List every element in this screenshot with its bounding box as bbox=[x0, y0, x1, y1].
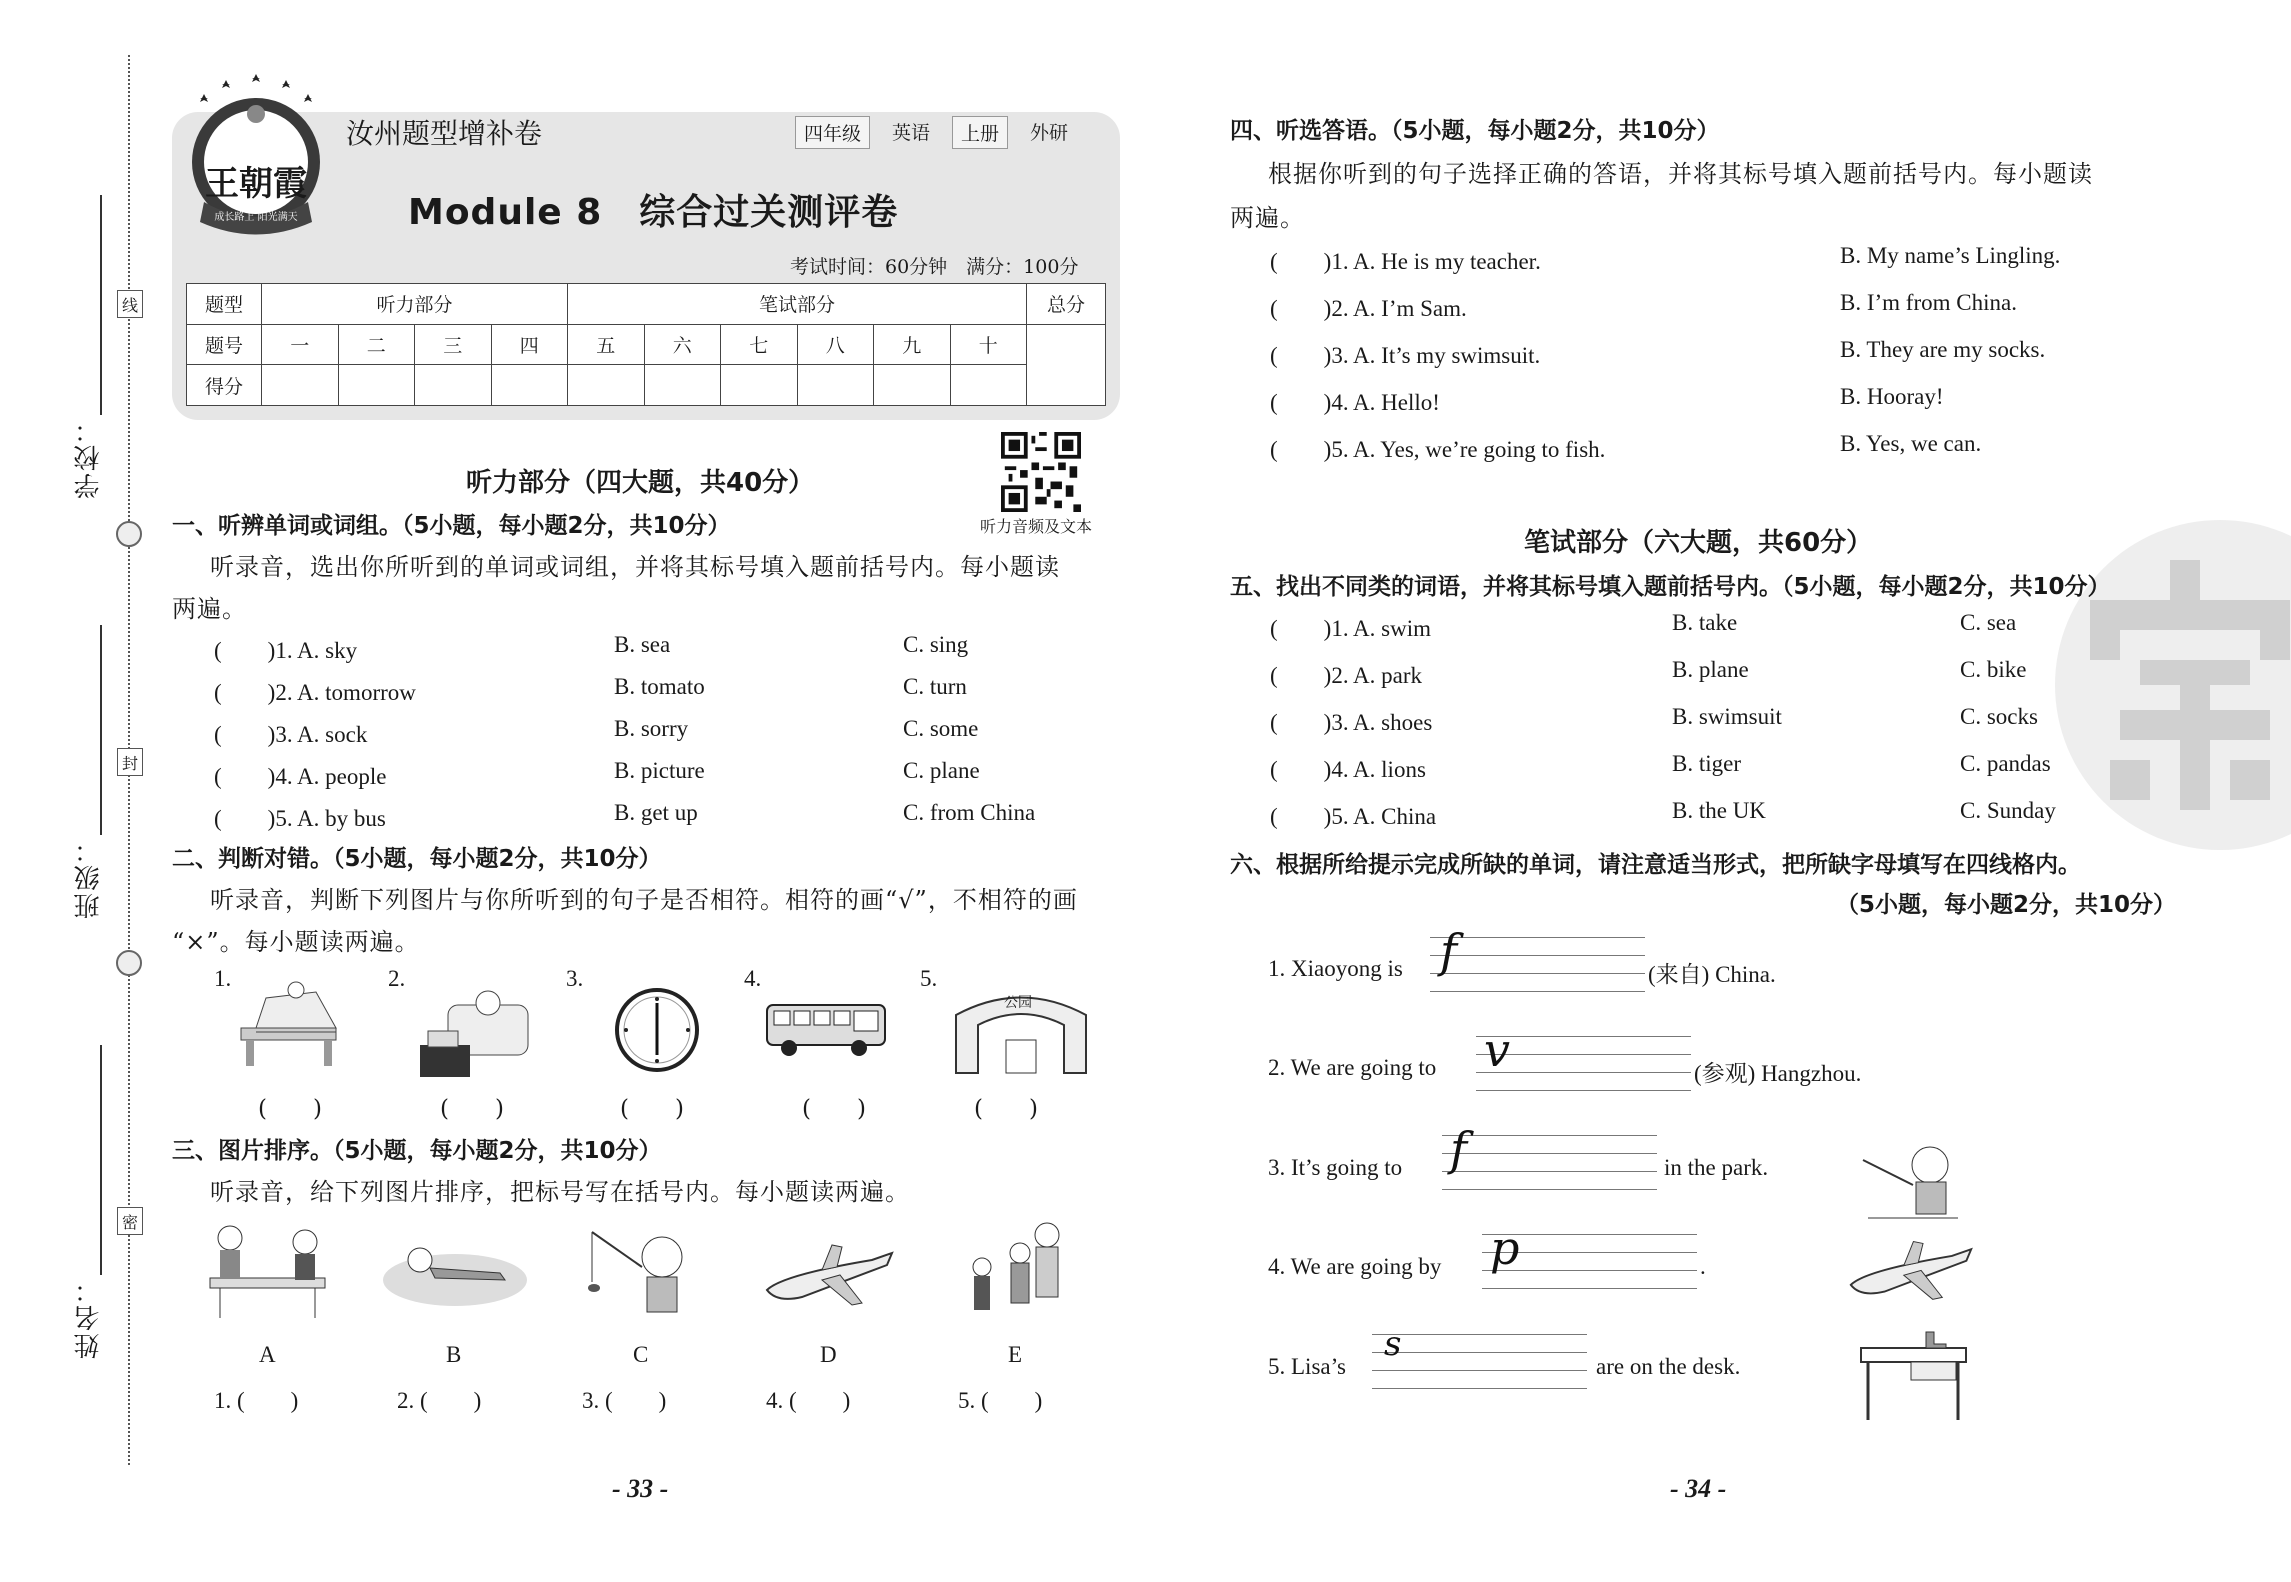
q1-item-b: B. sorry bbox=[614, 716, 689, 741]
school-label: 学校： bbox=[74, 415, 104, 499]
q5-item-a: ( )2. A. park bbox=[1270, 663, 1423, 688]
q2-answer-paren[interactable]: ( ) bbox=[974, 1096, 1038, 1122]
q2-answer-paren[interactable]: ( ) bbox=[440, 1096, 504, 1122]
q4-item-a: ( )3. A. It’s my swimsuit. bbox=[1270, 343, 1541, 368]
q6-item-prefix: 4. We are going by bbox=[1268, 1254, 1442, 1279]
score-num: 一 bbox=[262, 324, 339, 365]
q5-item-a: ( )3. A. shoes bbox=[1270, 710, 1433, 735]
series-title: 汝州题型增补卷 bbox=[346, 117, 543, 150]
score-num: 六 bbox=[644, 324, 721, 365]
q6-given-letter: s bbox=[1384, 1324, 1402, 1364]
q4-item-b: B. My name’s Lingling. bbox=[1840, 243, 2061, 268]
watermark-glyph-icon bbox=[2080, 560, 2291, 810]
four-line-grid[interactable] bbox=[1430, 937, 1645, 997]
q4-title: 四、听选答语。（5小题，每小题2分，共10分） bbox=[1230, 118, 1720, 144]
class-label: 班级： bbox=[74, 835, 104, 919]
q2-num: 1. bbox=[214, 966, 232, 991]
q4-instruction-cont: 两遍。 bbox=[1230, 204, 1305, 232]
total-score-cell[interactable] bbox=[1027, 324, 1106, 405]
q6-item-suffix: (参观) Hangzhou. bbox=[1694, 1061, 1862, 1086]
q5-item-c: C. socks bbox=[1960, 704, 2038, 729]
score-cell[interactable] bbox=[874, 365, 951, 406]
sofa-picture-icon bbox=[418, 975, 533, 1080]
q2-num: 2. bbox=[388, 966, 406, 991]
q6-given-letter: f bbox=[1440, 924, 1458, 978]
bus-picture-icon bbox=[764, 1000, 889, 1060]
q2-title: 二、判断对错。（5小题，每小题2分，共10分） bbox=[172, 846, 662, 872]
q2-answer-paren[interactable]: ( ) bbox=[802, 1096, 866, 1122]
score-table bbox=[186, 283, 1106, 406]
q5-item-c: C. pandas bbox=[1960, 751, 2051, 776]
q4-item-b: B. I’m from China. bbox=[1840, 290, 2017, 315]
piano-picture-icon bbox=[236, 980, 346, 1070]
four-line-grid[interactable] bbox=[1372, 1334, 1587, 1394]
q5-item-c: C. bike bbox=[1960, 657, 2027, 682]
seal-bottom-box: 密 bbox=[117, 1207, 143, 1235]
q6-item-suffix: . bbox=[1700, 1254, 1706, 1279]
class-line bbox=[100, 625, 102, 835]
q3-letter: B bbox=[446, 1342, 462, 1367]
score-cell[interactable] bbox=[415, 365, 492, 406]
q4-item-a: ( )4. A. Hello! bbox=[1270, 390, 1440, 415]
score-num: 十 bbox=[950, 324, 1027, 365]
q6-item-prefix: 3. It’s going to bbox=[1268, 1155, 1403, 1180]
binding-ring-icon bbox=[116, 521, 142, 547]
fishing-cat-picture-icon bbox=[582, 1222, 702, 1327]
q5-item-b: B. swimsuit bbox=[1672, 704, 1782, 729]
q1-item-b: B. get up bbox=[614, 800, 698, 825]
q3-answer[interactable]: 2. ( ) bbox=[397, 1388, 482, 1413]
q2-instruction: 听录音，判断下列图片与你所听到的句子是否相符。相符的画“√”，不相符的画 bbox=[210, 886, 1078, 914]
q5-item-b: B. take bbox=[1672, 610, 1738, 635]
score-num: 二 bbox=[338, 324, 415, 365]
q5-item-c: C. sea bbox=[1960, 610, 2017, 635]
airplane-picture-icon bbox=[762, 1235, 897, 1310]
q1-item-c: C. plane bbox=[903, 758, 980, 783]
listening-heading: 听力部分（四大题，共40分） bbox=[466, 468, 815, 498]
q5-item-a: ( )4. A. lions bbox=[1270, 757, 1426, 782]
q2-num: 4. bbox=[744, 966, 762, 991]
q4-instruction: 根据你听到的句子选择正确的答语，并将其标号填入题前括号内。每小题读 bbox=[1268, 160, 2093, 188]
q6-score: （5小题，每小题2分，共10分） bbox=[1836, 892, 2177, 918]
airplane-picture-icon bbox=[1846, 1228, 1976, 1308]
qr-caption: 听力音频及文本 bbox=[980, 517, 1093, 536]
score-cell[interactable] bbox=[721, 365, 798, 406]
q1-item-c: C. some bbox=[903, 716, 979, 741]
q6-item-prefix: 2. We are going to bbox=[1268, 1055, 1437, 1080]
q6-given-letter: v bbox=[1484, 1023, 1510, 1077]
q1-item-a: ( )2. A. tomorrow bbox=[214, 680, 416, 705]
score-cell[interactable] bbox=[491, 365, 568, 406]
q3-letter: A bbox=[259, 1342, 276, 1367]
q6-item-prefix: 1. Xiaoyong is bbox=[1268, 956, 1403, 981]
q1-item-c: C. turn bbox=[903, 674, 967, 699]
score-num: 四 bbox=[491, 324, 568, 365]
q3-letter: E bbox=[1008, 1342, 1023, 1367]
score-cell[interactable] bbox=[262, 365, 339, 406]
exam-info: 考试时间：60分钟 满分：100分 bbox=[790, 256, 1079, 278]
q1-item-a: ( )1. A. sky bbox=[214, 638, 358, 663]
q5-item-c: C. Sunday bbox=[1960, 798, 2056, 823]
volume-tag: 上册 bbox=[952, 116, 1008, 149]
q6-item-prefix: 5. Lisa’s bbox=[1268, 1354, 1346, 1379]
q1-item-c: C. from China bbox=[903, 800, 1036, 825]
score-cell[interactable] bbox=[950, 365, 1027, 406]
q1-instruction: 听录音，选出你所听到的单词或词组，并将其标号填入题前括号内。每小题读 bbox=[210, 553, 1060, 581]
clock-picture-icon bbox=[612, 985, 702, 1075]
ping-pong-picture-icon bbox=[200, 1218, 335, 1323]
grade-tag: 四年级 bbox=[795, 116, 870, 149]
q3-answer[interactable]: 5. ( ) bbox=[958, 1388, 1043, 1413]
q1-item-a: ( )5. A. by bus bbox=[214, 806, 386, 831]
q1-instruction-cont: 两遍。 bbox=[172, 595, 247, 623]
q6-item-suffix: (来自) China. bbox=[1648, 962, 1776, 987]
score-num: 九 bbox=[874, 324, 951, 365]
score-head-num: 题号 bbox=[187, 324, 262, 365]
name-label: 姓名： bbox=[74, 1275, 104, 1359]
q3-letter: C bbox=[633, 1342, 649, 1367]
q2-num: 3. bbox=[566, 966, 584, 991]
q1-item-a: ( )3. A. sock bbox=[214, 722, 368, 747]
q5-item-b: B. the UK bbox=[1672, 798, 1766, 823]
q5-title: 五、找出不同类的词语，并将其标号填入题前括号内。（5小题，每小题2分，共10分） bbox=[1230, 574, 2111, 600]
qr-code-icon[interactable] bbox=[1001, 432, 1081, 512]
score-head-total: 总分 bbox=[1027, 284, 1106, 325]
q1-item-a: ( )4. A. people bbox=[214, 764, 387, 789]
q3-letter: D bbox=[820, 1342, 837, 1367]
score-head-listening: 听力部分 bbox=[262, 284, 568, 325]
q1-item-b: B. tomato bbox=[614, 674, 705, 699]
family-picture-icon bbox=[962, 1215, 1072, 1330]
q3-title: 三、图片排序。（5小题，每小题2分，共10分） bbox=[172, 1138, 662, 1164]
score-cell[interactable] bbox=[644, 365, 721, 406]
q3-answer[interactable]: 4. ( ) bbox=[766, 1388, 851, 1413]
binding-ring-icon bbox=[116, 950, 142, 976]
seal-mid-box: 封 bbox=[117, 748, 143, 776]
q5-item-a: ( )1. A. swim bbox=[1270, 616, 1431, 641]
q3-answer[interactable]: 3. ( ) bbox=[582, 1388, 667, 1413]
page-number-right: - 34 - bbox=[1670, 1474, 1727, 1503]
q3-answer[interactable]: 1. ( ) bbox=[214, 1388, 299, 1413]
logo-banner: 成长路上 阳光满天 bbox=[214, 212, 298, 223]
written-heading: 笔试部分（六大题，共60分） bbox=[1524, 528, 1873, 558]
q4-item-a: ( )5. A. Yes, we’re going to fish. bbox=[1270, 437, 1606, 462]
q3-instruction: 听录音，给下列图片排序，把标号写在括号内。每小题读两遍。 bbox=[210, 1178, 910, 1206]
q1-item-c: C. sing bbox=[903, 632, 969, 657]
q5-item-b: B. plane bbox=[1672, 657, 1749, 682]
q6-given-letter: p bbox=[1490, 1221, 1520, 1275]
page-title: Module 8 综合过关测评卷 bbox=[408, 192, 899, 233]
q4-item-b: B. They are my socks. bbox=[1840, 337, 2046, 362]
desk-with-socks-picture-icon bbox=[1856, 1328, 1971, 1423]
park-sign-text: 公园 bbox=[1004, 995, 1032, 1011]
q5-item-b: B. tiger bbox=[1672, 751, 1741, 776]
seal-line-box: 线 bbox=[117, 290, 143, 318]
q6-title: 六、根据所给提示完成所缺的单词，请注意适当形式，把所缺字母填写在四线格内。 bbox=[1230, 852, 2081, 878]
q4-item-a: ( )1. A. He is my teacher. bbox=[1270, 249, 1541, 274]
q6-item-suffix: are on the desk. bbox=[1596, 1354, 1741, 1379]
school-line bbox=[100, 195, 102, 415]
q2-answer-paren[interactable]: ( ) bbox=[620, 1096, 684, 1122]
q2-instruction-cont: “×”。每小题读两遍。 bbox=[172, 928, 420, 956]
q6-item-suffix: in the park. bbox=[1664, 1155, 1769, 1180]
score-head-written: 笔试部分 bbox=[568, 284, 1027, 325]
score-num: 八 bbox=[797, 324, 874, 365]
q4-item-a: ( )2. A. I’m Sam. bbox=[1270, 296, 1467, 321]
q1-item-b: B. picture bbox=[614, 758, 705, 783]
score-cell[interactable] bbox=[568, 365, 645, 406]
name-line bbox=[100, 1045, 102, 1275]
q5-item-a: ( )5. A. China bbox=[1270, 804, 1437, 829]
fishing-cat-picture-icon bbox=[1858, 1130, 1968, 1225]
score-num: 五 bbox=[568, 324, 645, 365]
subject-tag: 英语 bbox=[892, 122, 931, 144]
q1-item-b: B. sea bbox=[614, 632, 671, 657]
q1-title: 一、听辨单词或词组。（5小题，每小题2分，共10分） bbox=[172, 513, 731, 539]
page-number-left: - 33 - bbox=[612, 1474, 669, 1503]
q6-given-letter: f bbox=[1450, 1122, 1468, 1176]
score-num: 三 bbox=[415, 324, 492, 365]
score-head-type: 题型 bbox=[187, 284, 262, 325]
swimming-picture-icon bbox=[380, 1228, 530, 1313]
score-head-score: 得分 bbox=[187, 365, 262, 406]
q4-item-b: B. Hooray! bbox=[1840, 384, 1944, 409]
score-cell[interactable] bbox=[338, 365, 415, 406]
four-line-grid[interactable] bbox=[1442, 1135, 1657, 1195]
q2-num: 5. bbox=[920, 966, 938, 991]
score-cell[interactable] bbox=[797, 365, 874, 406]
edition-tag: 外研 bbox=[1030, 122, 1069, 144]
grade-tags bbox=[795, 116, 1076, 149]
score-num: 七 bbox=[721, 324, 798, 365]
q4-item-b: B. Yes, we can. bbox=[1840, 431, 1982, 456]
logo-name: 王朝霞 bbox=[205, 164, 307, 204]
q2-answer-paren[interactable]: ( ) bbox=[258, 1096, 322, 1122]
